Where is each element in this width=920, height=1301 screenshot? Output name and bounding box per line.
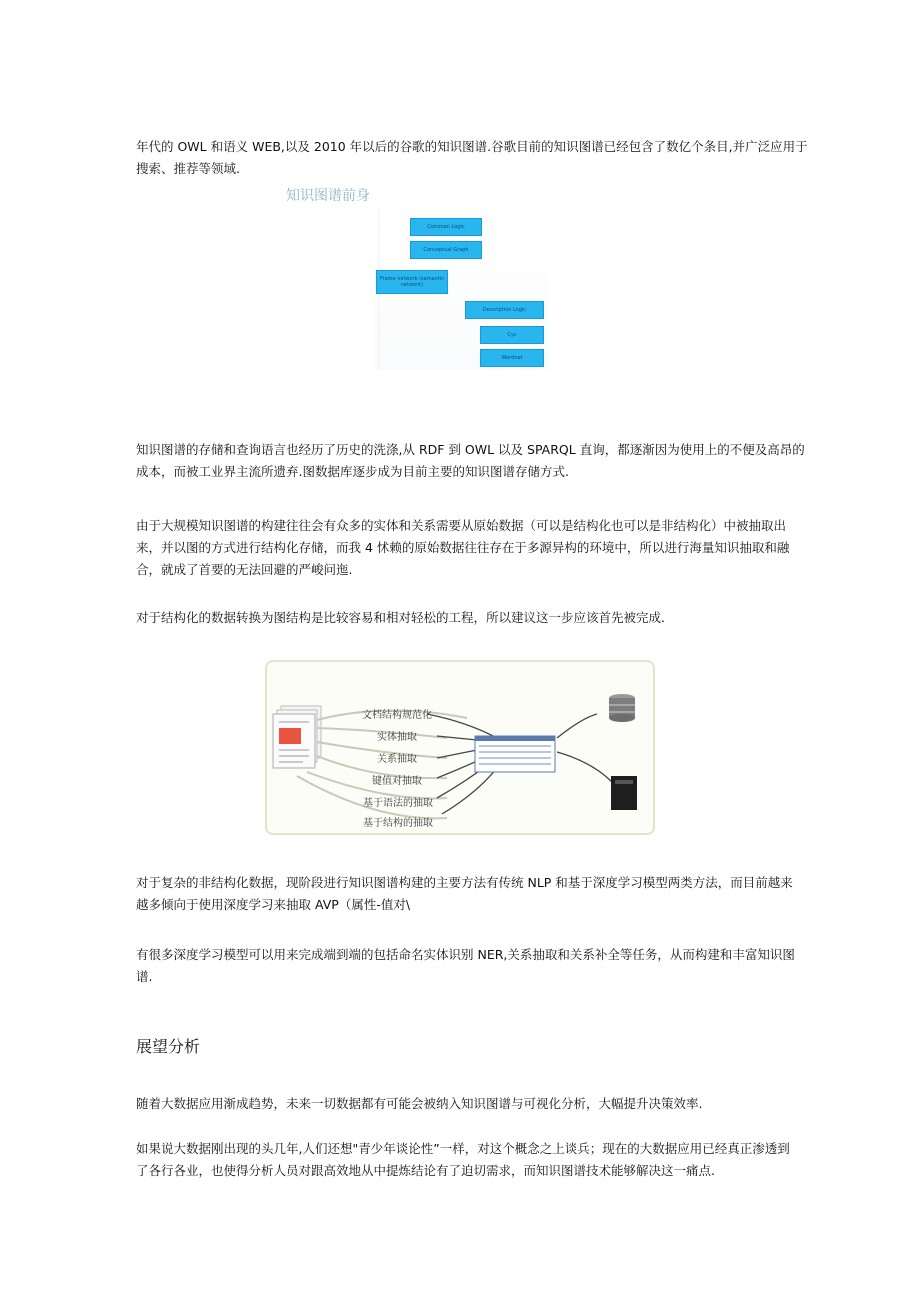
knowledge-graph-history-figure [374, 210, 549, 370]
documents-icon [273, 706, 321, 768]
paragraph-structured [136, 607, 786, 629]
text-line: 对于复杂的非结构化数据，现阶段进行知识图谱构建的主要方法有传统 NLP 和基于深度学习模型两类方法，而目前越来 [136, 875, 793, 890]
paragraph-construction [136, 515, 790, 581]
paragraph-history [136, 136, 808, 180]
text-line: 谱. [136, 969, 153, 984]
text-line: 搜索、推荐等领域. [136, 161, 240, 176]
text-line: 年代的 OWL 和语义 WEB,以及 2010 年以后的谷歌的知识图谱.谷歌目前的知识图谱已经包含了数亿个条目,并广泛应用于 [136, 139, 808, 154]
box-description-logic: Description Logic [465, 301, 544, 319]
paragraph-big-data [136, 1138, 790, 1182]
figure-title: 知识图谱前身 [286, 188, 370, 204]
text-line: 了各行各业，也使得分析人员对跟高效地从中提炼结论有了迫切需求，而知识图谱技术能够解决这一痛点. [136, 1163, 715, 1178]
label-doc-normalization: 文档结构规范化 [362, 710, 432, 721]
text-line: 越多倾向于使用深度学习来抽取 AVP（属性-值对\ [136, 897, 411, 912]
table-icon [475, 736, 555, 772]
pipeline-graphics [267, 662, 653, 833]
box-frame-network: Frame network (semantic network) [376, 270, 448, 294]
server-icon [611, 776, 637, 810]
paragraph-deep-learning [136, 944, 795, 988]
label-structure-extraction: 基于结构的抽取 [363, 818, 433, 829]
paragraph-unstructured [136, 872, 793, 916]
text-line: 合，就成了首要的无法回避的严峻问迤. [136, 562, 353, 577]
paragraph-storage [136, 439, 805, 483]
box-common-logic: Common Logic [410, 218, 482, 236]
text-line: 有很多深度学习模型可以用来完成端到端的包括命名实体识别 NER,关系抽取和关系补全等任务，从而构建和丰富知识图 [136, 947, 795, 962]
text-line: 知识图谱的存储和查询语言也经历了历史的洗涤,从 RDF 到 OWL 以及 SPARQL 直询，都逐渐因为使用上的不便及高昂的 [136, 442, 805, 457]
text-line: 随着大数据应用渐成趋势，未来一切数据都有可能会被纳入知识图谱与可视化分析，大幅提升决策效率. [136, 1096, 703, 1111]
box-cyc: Cyc [480, 326, 544, 344]
label-relation-extraction: 关系抽取 [377, 754, 417, 765]
database-icon [609, 694, 635, 722]
text-line: 成本，而被工业界主流所遗弃.图数据库逐步成为目前主要的知识图谱存储方式. [136, 464, 569, 479]
box-conceptual-graph: Conceptual Graph [410, 241, 482, 259]
text-line: 来，并以图的方式进行结构化存储，而我 4 怵赖的原始数据往往存在于多源异构的环境中，所以进行海量知识抽取和融 [136, 540, 790, 555]
section-heading: 展望分析 [136, 1037, 201, 1056]
extraction-pipeline-figure [265, 660, 655, 835]
text-line: 由于大规模知识图谱的构建往往会有众多的实体和关系需要从原始数据（可以是结构化也可以是非结构化）中被抽取出 [136, 518, 787, 533]
box-wordnet: Wordnet [480, 349, 544, 367]
label-kv-extraction: 键值对抽取 [372, 776, 422, 787]
label-entity-extraction: 实体抽取 [377, 732, 417, 743]
text-line: 如果说大数据刚出现的头几年,人们还想"青少年谈论性”一样，对这个概念之上谈兵；现在的大数据应用已经真正渗透到 [136, 1141, 790, 1156]
label-grammar-extraction: 基于语法的抽取 [363, 798, 433, 809]
text-line: 对于结构化的数据转换为图结构是比较容易和相对轻松的工程，所以建议这一步应该首先被完成. [136, 610, 665, 625]
paragraph-outlook [136, 1093, 786, 1115]
